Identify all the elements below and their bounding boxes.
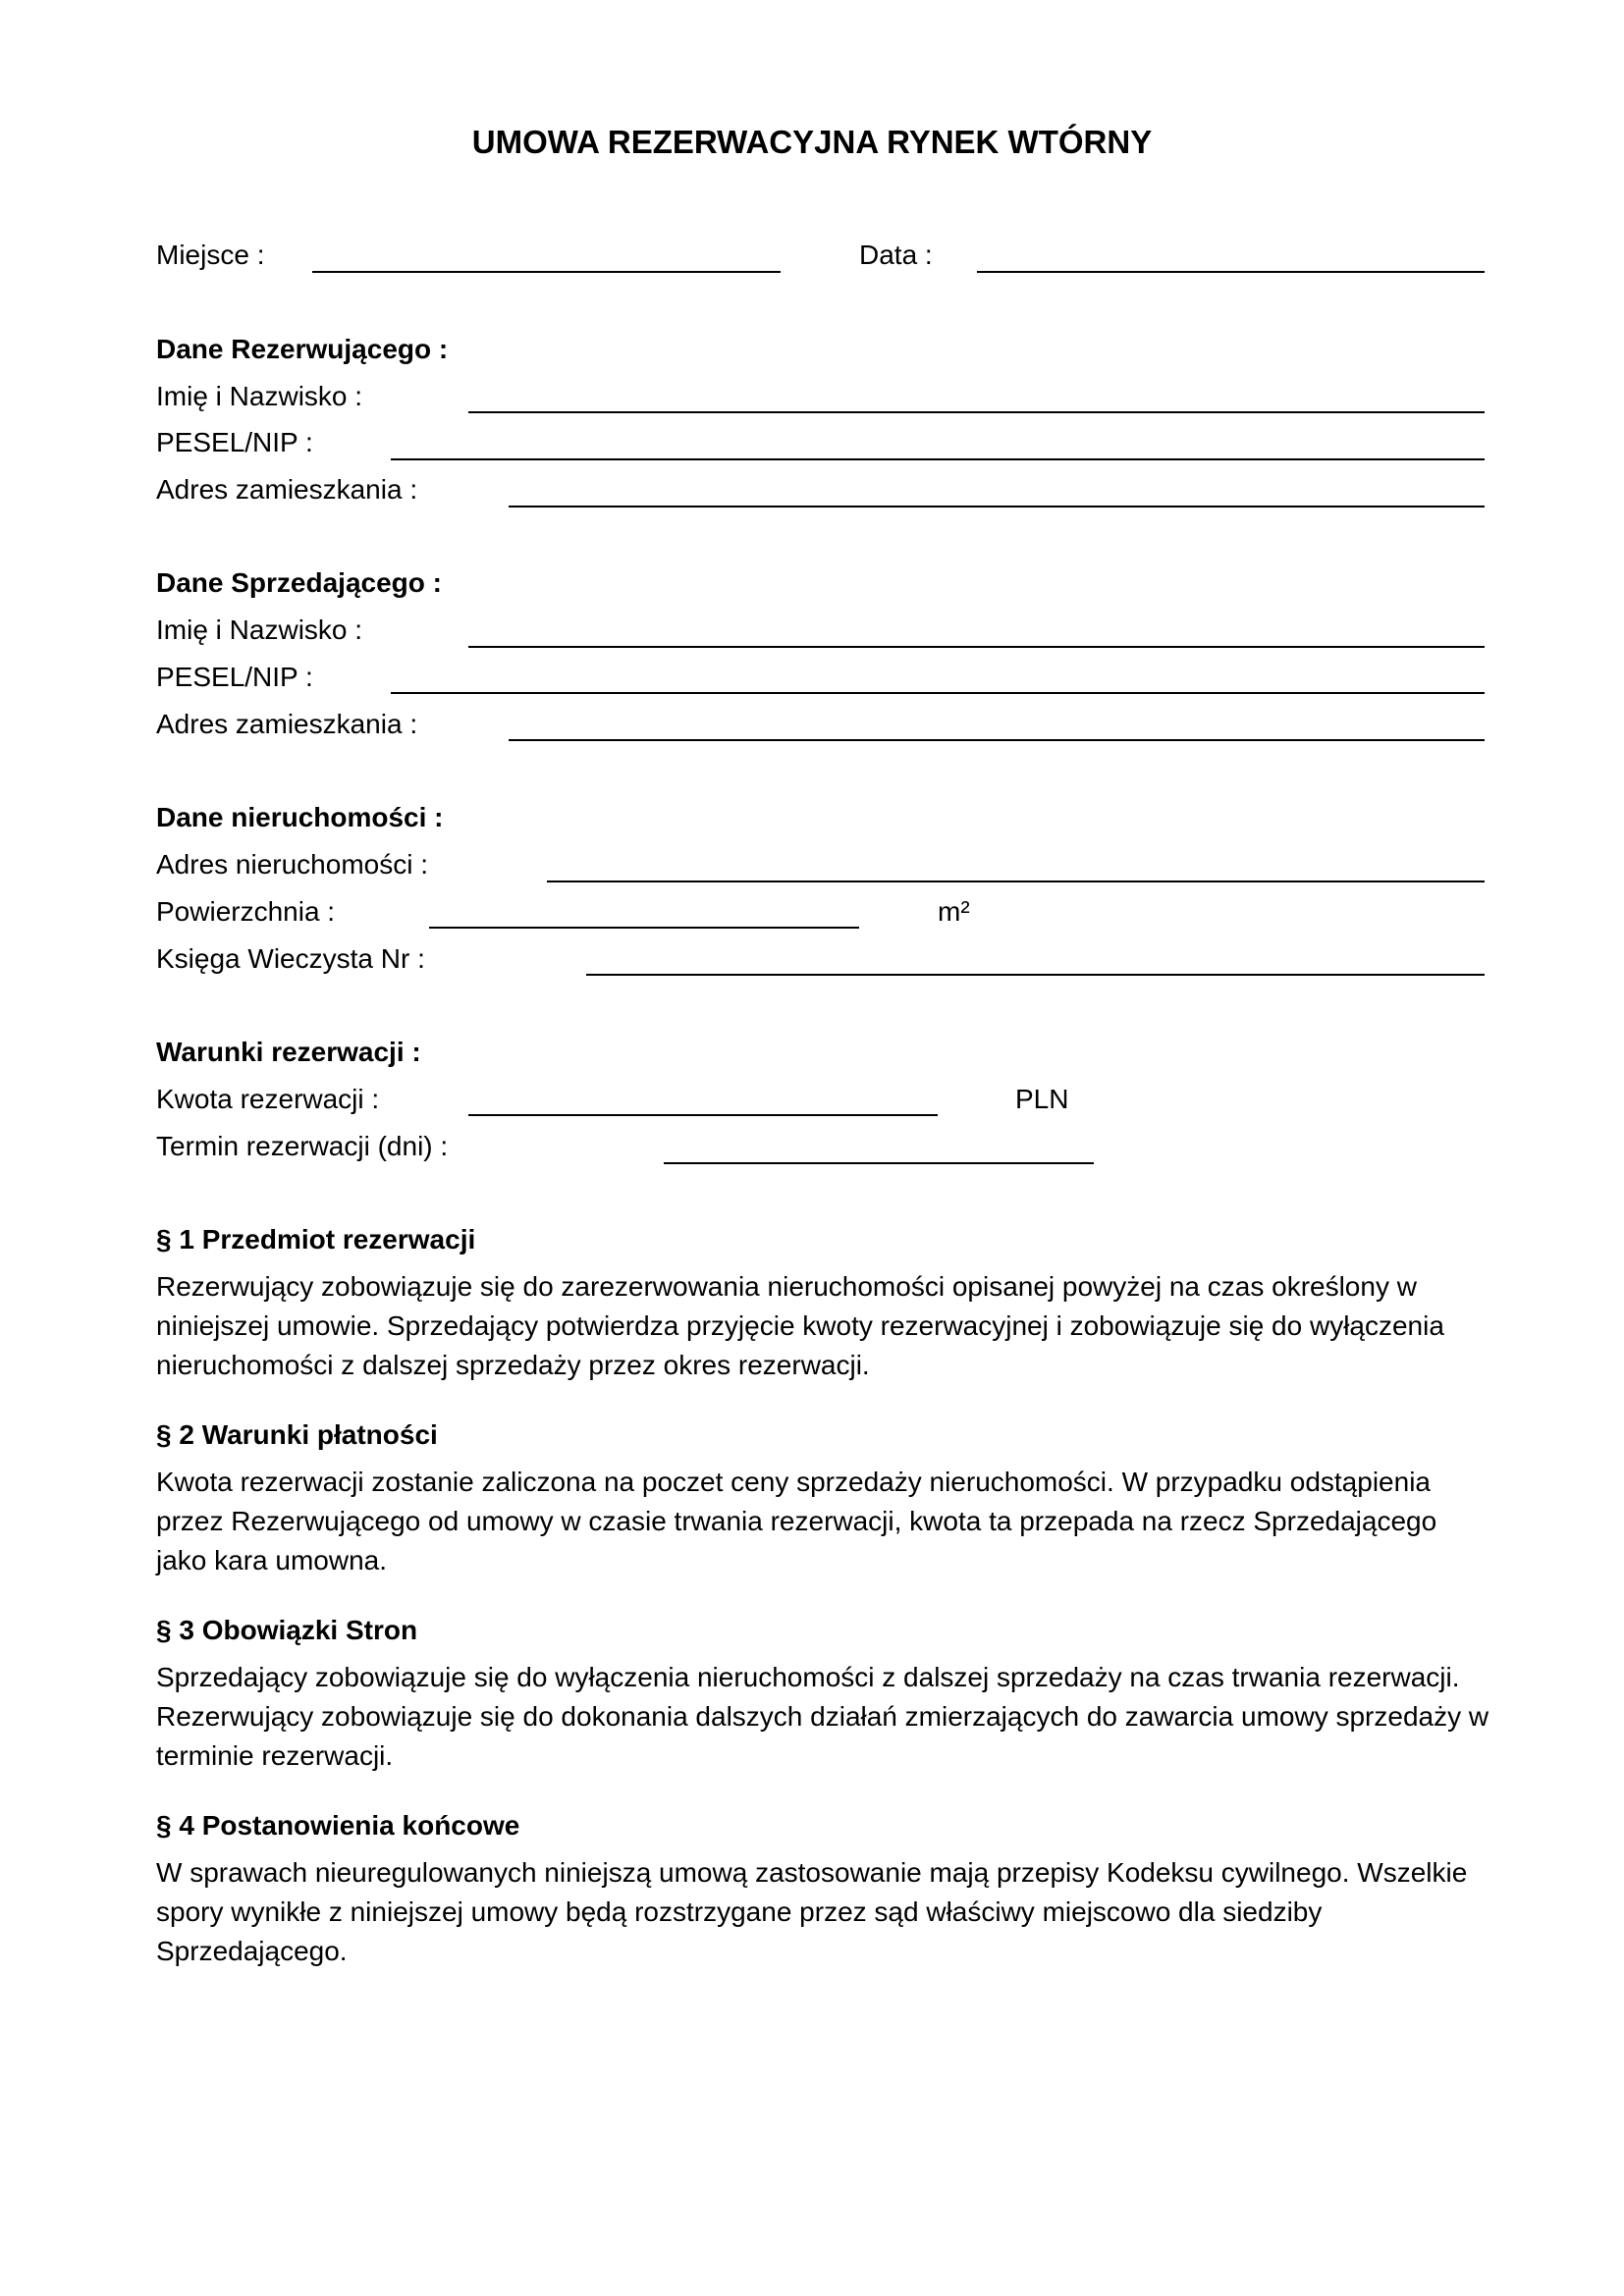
reserver-address-field-line[interactable] — [509, 506, 1485, 507]
reserver-pesel-label: PESEL/NIP : — [156, 427, 313, 457]
seller-address-field-line[interactable] — [509, 739, 1485, 741]
section-3-heading: § 3 Obowiązki Stron — [156, 1615, 418, 1645]
currency-label: PLN — [1015, 1084, 1069, 1114]
seller-pesel-label: PESEL/NIP : — [156, 662, 313, 692]
property-area-unit: m² — [938, 896, 970, 927]
place-field-line[interactable] — [312, 271, 781, 273]
reserver-pesel-field-line[interactable] — [391, 458, 1485, 460]
seller-name-label: Imię i Nazwisko : — [156, 614, 363, 645]
period-field-line[interactable] — [664, 1162, 1094, 1164]
period-label: Termin rezerwacji (dni) : — [156, 1131, 449, 1161]
section-4-text: W sprawach nieuregulowanych niniejszą umową zastosowanie mają przepisy Kodeksu cywilnego. Wszelkie spory wynikłe z niniejszej umowy będą rozstrzygane przez sąd właściwy miejscowo dla siedziby Sprzedającego. — [156, 1857, 1468, 1966]
property-area-label: Powierzchnia : — [156, 896, 336, 927]
section-3-text: Sprzedający zobowiązuje się do wyłączenia nieruchomości z dalszej sprzedaży na czas trwania rezerwacji. Rezerwujący zobowiązuje się do dokonania dalszych działań zmierzających do zawarcia umowy sprzedaży w terminie rezerwacji. — [156, 1662, 1489, 1771]
land-register-field-line[interactable] — [586, 974, 1485, 976]
reserver-name-field-line[interactable] — [468, 411, 1485, 413]
seller-pesel-field-line[interactable] — [391, 692, 1485, 694]
date-field-line[interactable] — [977, 271, 1485, 273]
property-address-label: Adres nieruchomości : — [156, 849, 429, 880]
reserver-name-label: Imię i Nazwisko : — [156, 381, 363, 411]
reserver-heading: Dane Rezerwującego : — [156, 334, 449, 364]
seller-address-label: Adres zamieszkania : — [156, 709, 418, 739]
section-2-heading: § 2 Warunki płatności — [156, 1419, 438, 1450]
document-title: UMOWA REZERWACYJNA RYNEK WTÓRNY — [471, 124, 1153, 160]
section-2-text: Kwota rezerwacji zostanie zaliczona na poczet ceny sprzedaży nieruchomości. W przypadku odstąpienia przez Rezerwującego od umowy w czasie trwania rezerwacji, kwota ta przepada na rzecz Sprzedającego jako kara umowna. — [156, 1467, 1437, 1575]
property-heading: Dane nieruchomości : — [156, 802, 444, 832]
section-1-heading: § 1 Przedmiot rezerwacji — [156, 1224, 476, 1255]
reserver-address-label: Adres zamieszkania : — [156, 474, 418, 505]
terms-heading: Warunki rezerwacji : — [156, 1037, 421, 1067]
date-label: Data : — [859, 240, 933, 270]
seller-heading: Dane Sprzedającego : — [156, 567, 442, 598]
seller-name-field-line[interactable] — [468, 646, 1485, 648]
land-register-label: Księga Wieczysta Nr : — [156, 943, 425, 974]
amount-field-line[interactable] — [468, 1114, 938, 1116]
section-4-heading: § 4 Postanowienia końcowe — [156, 1810, 520, 1841]
property-address-field-line[interactable] — [547, 881, 1485, 882]
property-area-field-line[interactable] — [429, 927, 859, 929]
place-label: Miejsce : — [156, 240, 265, 270]
section-1-text: Rezerwujący zobowiązuje się do zarezerwowania nieruchomości opisanej powyżej na czas określony w niniejszej umowie. Sprzedający potwierdza przyjęcie kwoty rezerwacyjnej i zobowiązuje się do wyłączenia nieruchomości z dalszej sprzedaży przez okres rezerwacji. — [156, 1271, 1444, 1380]
amount-label: Kwota rezerwacji : — [156, 1084, 380, 1114]
